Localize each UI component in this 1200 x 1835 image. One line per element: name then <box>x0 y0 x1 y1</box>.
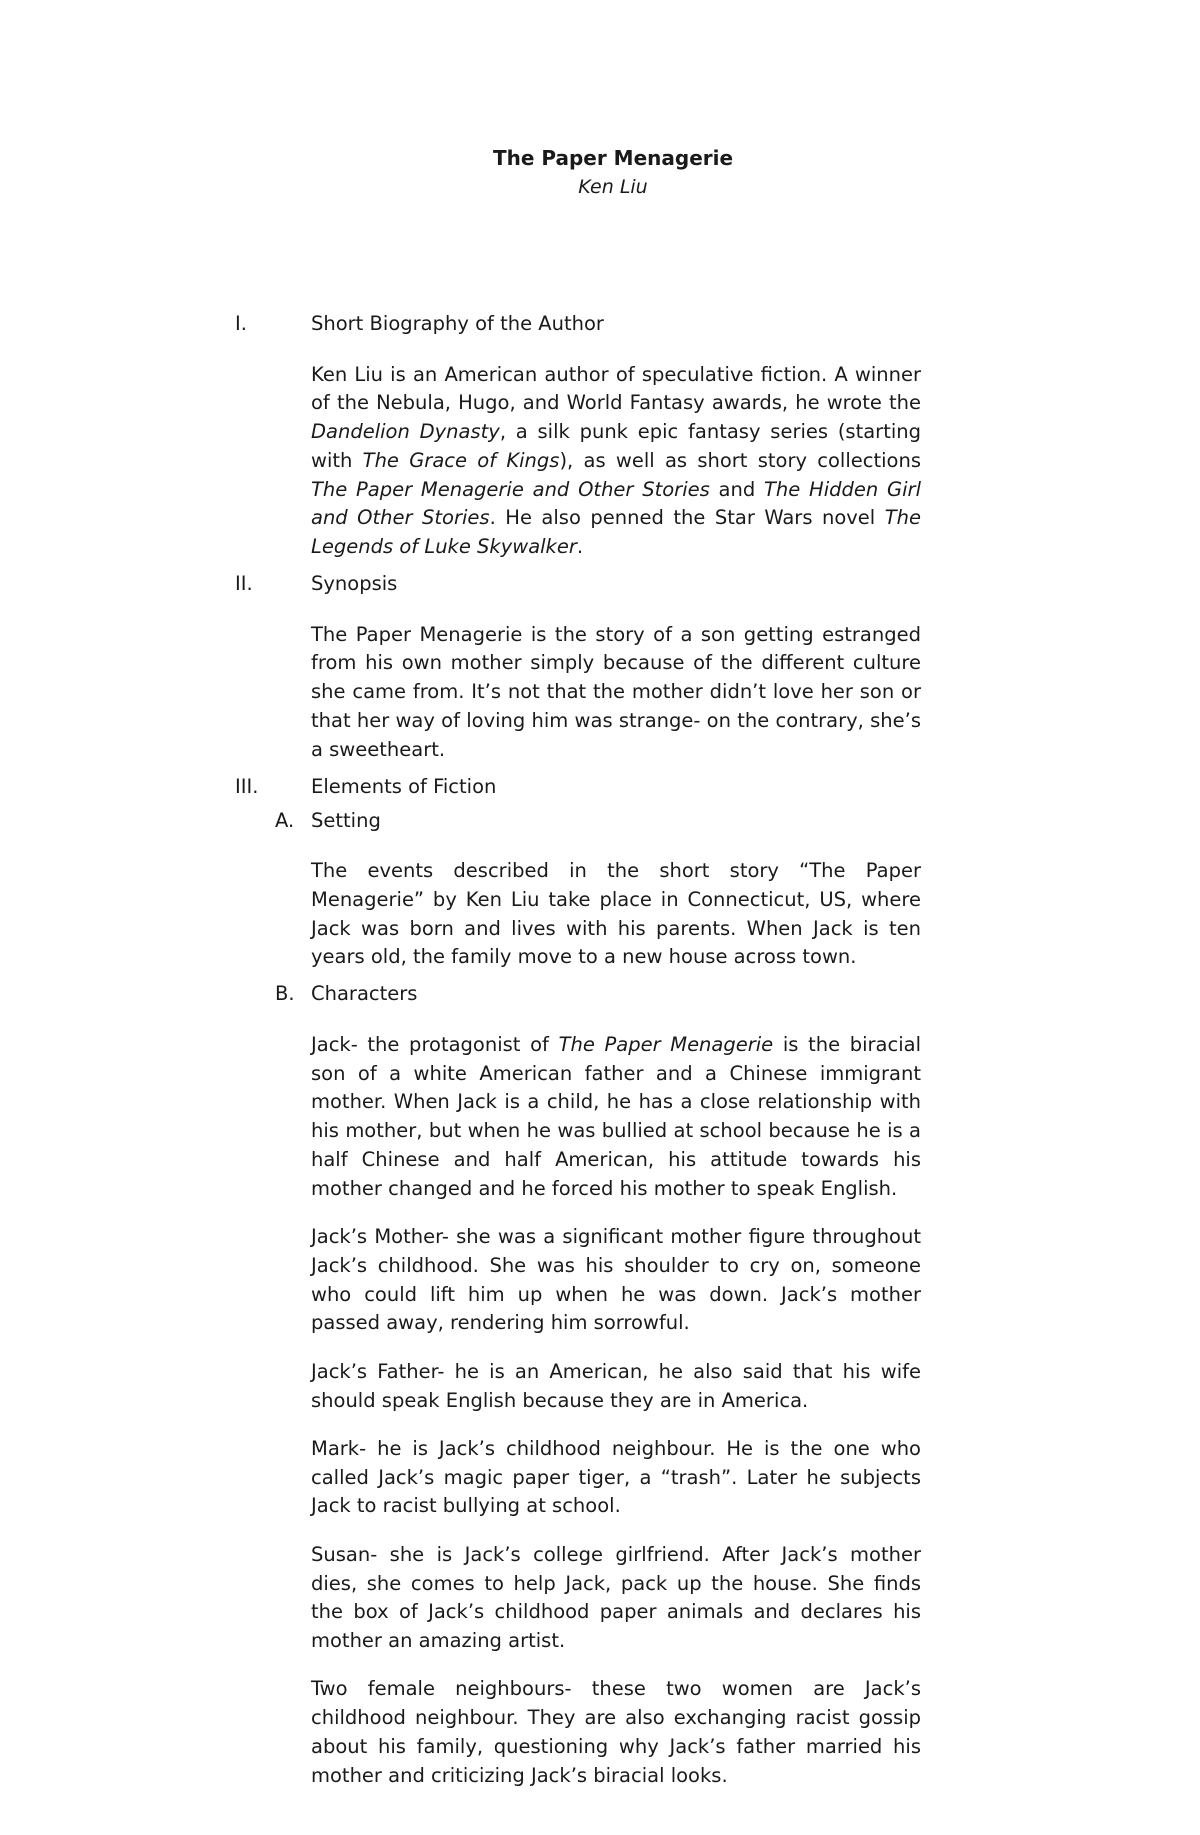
italic-title: The Paper Menagerie <box>558 1032 774 1056</box>
text-run: and <box>709 477 765 501</box>
section-heading-text: Short Biography of the Author <box>311 312 604 335</box>
italic-title: The Paper Menagerie and Other Stories <box>311 477 710 501</box>
document-body <box>235 307 921 1796</box>
subsection-heading-text: Characters <box>311 982 418 1006</box>
italic-title: The Hidden Girl and Other Stories <box>311 477 921 530</box>
setting-paragraph: The events described in the short story “The Paper Menagerie” by Ken Liu take place in Connecticut, US, where Jack was born and lives with his parents. When Jack is ten years old, the family move to a new house across town. <box>311 859 921 969</box>
subsection-heading-characters <box>235 977 921 1011</box>
subsection-heading-text: Setting <box>311 808 381 832</box>
text-run: Jack- the protagonist of <box>311 1032 559 1056</box>
character-mark: Mark- he is Jack’s childhood neighbour. He is the one who called Jack’s magic paper tiger, a “trash”. Later he subjects Jack to racist bullying at school. <box>311 1436 921 1518</box>
section-heading-elements <box>235 770 921 804</box>
character-female-neighbours: Two female neighbours- these two women are Jack’s childhood neighbour. They are also exchanging racist gossip about his family, questioning why Jack’s father married his mother and criticizing Jack’s biracial looks. <box>311 1677 921 1787</box>
italic-title: The Legends of Luke Skywalker <box>311 506 921 559</box>
text-run: , a silk punk epic fantasy series (starting with <box>311 420 921 472</box>
text-run: . <box>576 535 584 559</box>
section-heading-biography <box>235 307 921 341</box>
section-heading-text: Synopsis <box>311 572 398 596</box>
title-block <box>0 143 1200 201</box>
section-numeral: I. <box>235 312 247 335</box>
character-susan: Susan- she is Jack’s college girlfriend. After Jack’s mother dies, she comes to help Jack, pack up the house. She finds the box of Jack’s childhood paper animals and declares his mother an amazing artist. <box>311 1542 921 1653</box>
text-run: . He also penned the Star Wars novel <box>489 506 885 530</box>
character-jacks-mother: Jack’s Mother- she was a significant mother figure throughout Jack’s childhood. She was his shoulder to cry on, someone who could lift him up when he was down. Jack’s mother passed away, rendering him sorrowful. <box>311 1225 921 1335</box>
text-run: is the biracial son of a white American father and a Chinese immigrant mother. When Jack is a child, he has a close relationship with his mother, but when he was bullied at school because he is a half Chinese and half American, his attitude towards his mother changed and he forced his mother to speak English. <box>311 1032 921 1200</box>
document-author: Ken Liu <box>578 176 648 198</box>
section-numeral: II. <box>235 572 253 596</box>
subsection-letter: B. <box>275 982 295 1006</box>
biography-paragraph <box>311 361 921 563</box>
character-jacks-father: Jack’s Father- he is an American, he also said that his wife should speak English because they are in America. <box>311 1359 921 1412</box>
character-jack <box>311 1031 921 1204</box>
italic-title: Dandelion Dynasty <box>311 420 500 444</box>
text-run: Ken Liu is an American author of speculative fiction. A winner of the Nebula, Hugo, and World Fantasy awards, he wrote the <box>311 362 921 415</box>
subsection-letter: A. <box>275 808 295 832</box>
section-heading-text: Elements of Fiction <box>311 774 497 798</box>
section-numeral: III. <box>235 774 259 798</box>
text-run: ), as well as short story collections <box>559 448 921 472</box>
section-heading-synopsis <box>235 567 921 601</box>
italic-title: The Grace of Kings <box>362 448 560 472</box>
subsection-heading-setting <box>235 804 921 838</box>
document-title: The Paper Menagerie <box>492 146 734 170</box>
synopsis-paragraph: The Paper Menagerie is the story of a son getting estranged from his own mother simply because of the different culture she came from. It’s not that the mother didn’t love her son or that her way of loving him was strange- on the contrary, she’s a sweetheart. <box>311 622 921 761</box>
